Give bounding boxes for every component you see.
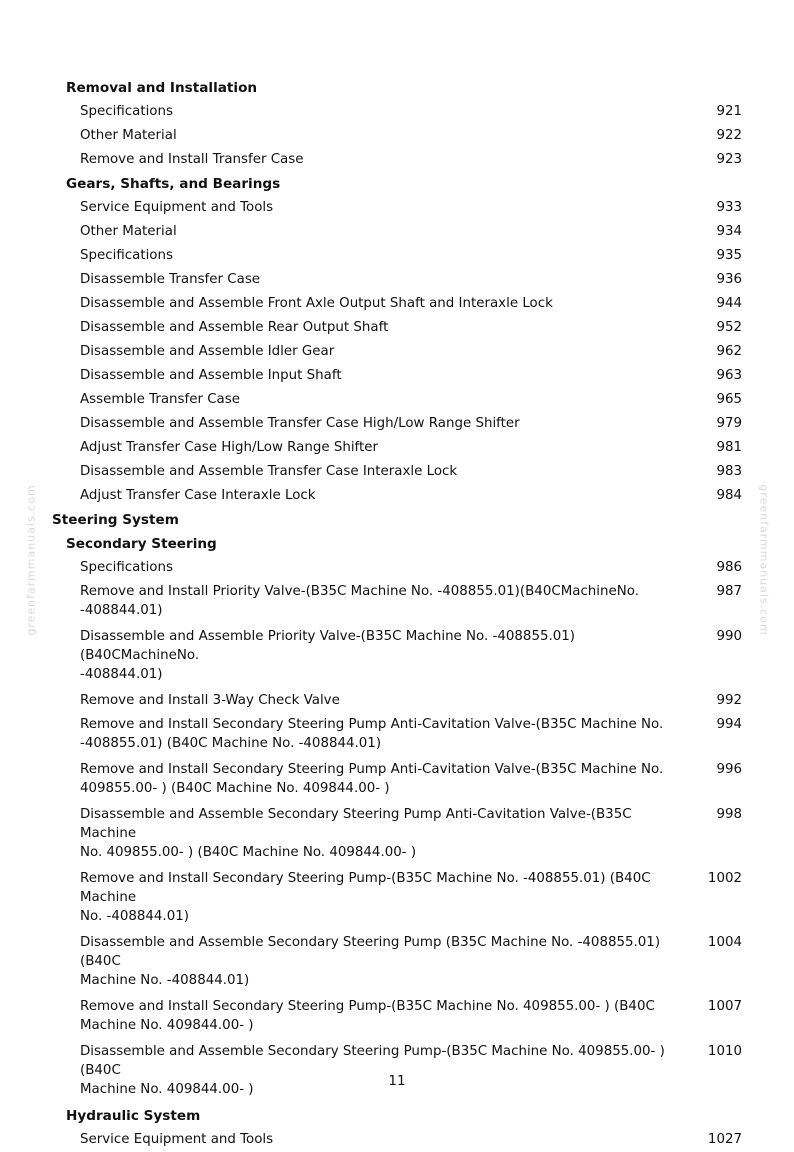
toc-entry[interactable] [52,268,742,292]
toc-entry-page: 979 [716,416,742,431]
toc-entry-page: 935 [716,248,742,263]
toc-subsection-heading[interactable] [52,1104,742,1128]
toc-entry[interactable] [52,340,742,364]
toc-entry-title: Disassemble and Assemble Transfer Case High/Low Range Shifter [80,416,520,431]
toc-entry-page: 923 [716,152,742,167]
toc-entry-page: 984 [716,488,742,503]
toc-entry-title: Disassemble and Assemble Priority Valve-(B35C Machine No. -408855.01)(B40CMachineNo. -408844.01) [80,629,576,682]
toc-entry[interactable] [52,580,742,625]
toc-entry-title: Removal and Installation [66,80,258,96]
toc-entry-title: Adjust Transfer Case Interaxle Lock [80,488,316,503]
toc-subsection-heading[interactable] [52,532,742,556]
toc-entry-title: Disassemble and Assemble Secondary Steering Pump-(B35C Machine No. 409855.00- ) (B40C Machine No. 409844.00- ) [80,1044,665,1097]
toc-entry-page: 934 [716,224,742,239]
toc-entry-page: 1002 [707,871,742,886]
toc-entry-title: Adjust Transfer Case High/Low Range Shifter [80,440,379,455]
toc-entry-page: 1004 [707,935,742,950]
toc-entry[interactable] [52,1040,742,1104]
toc-entry[interactable] [52,867,742,931]
toc-entry-title: Disassemble and Assemble Input Shaft [80,368,342,383]
toc-entry[interactable] [52,436,742,460]
toc-section-heading[interactable] [52,508,742,532]
toc-entry-title: Disassemble and Assemble Front Axle Output Shaft and Interaxle Lock [80,296,553,311]
toc-entry-title: Assemble Transfer Case [80,392,240,407]
toc-entry[interactable] [52,220,742,244]
toc-entry-page: 996 [716,762,742,777]
toc-entry-page: 921 [716,104,742,119]
toc-entry[interactable] [52,556,742,580]
toc-entry-title: Steering System [52,512,179,528]
toc-entry[interactable] [52,460,742,484]
toc-entry-page: 981 [716,440,742,455]
toc-entry[interactable] [52,388,742,412]
toc-entry-page: 963 [716,368,742,383]
toc-entry-title: Disassemble and Assemble Secondary Steering Pump (B35C Machine No. -408855.01) (B40C Machine No. -408844.01) [80,935,661,988]
toc-entry-title: Disassemble and Assemble Secondary Steering Pump Anti-Cavitation Valve-(B35C Machine No. 409855.00- ) (B40C Machine No. 409844.00- ) [80,807,632,860]
toc-entry-title: Disassemble and Assemble Transfer Case Interaxle Lock [80,464,458,479]
toc-entry-title: Hydraulic System [66,1108,201,1124]
toc-entry[interactable] [52,316,742,340]
toc-entry[interactable] [52,292,742,316]
toc-entry-page: 965 [716,392,742,407]
toc-entry-title: Service Equipment and Tools [80,1132,274,1147]
toc-entry[interactable] [52,100,742,124]
toc-entry-page: 987 [716,584,742,599]
toc-entry-title: Other Material [80,128,177,143]
toc-entry-title: Remove and Install Secondary Steering Pump-(B35C Machine No. 409855.00- ) (B40C Machine No. 409844.00- ) [80,999,655,1033]
toc-entry-title: Gears, Shafts, and Bearings [66,176,281,192]
toc-entry[interactable] [52,148,742,172]
toc-entry-page: 986 [716,560,742,575]
toc-entry-title: Service Equipment and Tools [80,200,274,215]
toc-entry-page: 994 [716,717,742,732]
toc-entry-title: Secondary Steering [66,536,217,552]
toc-entry-title: Remove and Install Transfer Case [80,152,304,167]
toc-entry[interactable] [52,803,742,867]
toc-entry-page: 962 [716,344,742,359]
toc-entry-title: Disassemble and Assemble Idler Gear [80,344,335,359]
toc-entry-page: 983 [716,464,742,479]
toc-entry-title: Specifications [80,104,173,119]
toc-entry-page: 933 [716,200,742,215]
toc-entry-title: Remove and Install Secondary Steering Pump Anti-Cavitation Valve-(B35C Machine No. -408855.01) (B40C Machine No. -408844.01) [80,717,664,751]
toc-entry[interactable] [52,758,742,803]
toc-entry-page: 936 [716,272,742,287]
toc-entry[interactable] [52,995,742,1040]
toc-entry[interactable] [52,689,742,713]
toc-entry-title: Remove and Install Priority Valve-(B35C Machine No. -408855.01)(B40CMachineNo. -408844.01) [80,584,639,618]
toc-entry[interactable] [52,196,742,220]
toc-entry-page: 1027 [707,1132,742,1147]
toc-entry-page: 992 [716,693,742,708]
toc-entry[interactable] [52,484,742,508]
toc-entry[interactable] [52,713,742,758]
toc-subsection-heading[interactable] [52,172,742,196]
toc-entry[interactable] [52,931,742,995]
toc-entry[interactable] [52,364,742,388]
toc-entry-page: 922 [716,128,742,143]
toc-entry[interactable] [52,412,742,436]
toc-entry-page: 998 [716,807,742,822]
toc-entry-title: Specifications [80,560,173,575]
toc-entry-title: Remove and Install Secondary Steering Pump Anti-Cavitation Valve-(B35C Machine No. 409855.00- ) (B40C Machine No. 409844.00- ) [80,762,664,796]
toc-entry-title: Disassemble Transfer Case [80,272,261,287]
toc-entry[interactable] [52,625,742,689]
toc-entry[interactable] [52,1128,742,1152]
toc-entry-page: 952 [716,320,742,335]
toc-subsection-heading[interactable] [52,76,742,100]
toc-entry-page: 990 [716,629,742,644]
toc-entry-title: Other Material [80,224,177,239]
toc-entry-title: Remove and Install Secondary Steering Pump-(B35C Machine No. -408855.01) (B40C Machine No. -408844.01) [80,871,651,924]
toc-entry-title: Remove and Install 3-Way Check Valve [80,693,340,708]
toc-entry-title: Specifications [80,248,173,263]
watermark-left: greenfarmmanuals.com [24,484,38,636]
table-of-contents [52,76,742,1152]
toc-entry-page: 1010 [707,1044,742,1059]
watermark-right: greenfarmmanuals.com [757,484,771,636]
toc-entry[interactable] [52,244,742,268]
toc-entry-page: 1007 [707,999,742,1014]
page-number: 11 [388,1073,406,1089]
toc-entry[interactable] [52,124,742,148]
toc-entry-title: Disassemble and Assemble Rear Output Shaft [80,320,389,335]
toc-entry-page: 944 [716,296,742,311]
